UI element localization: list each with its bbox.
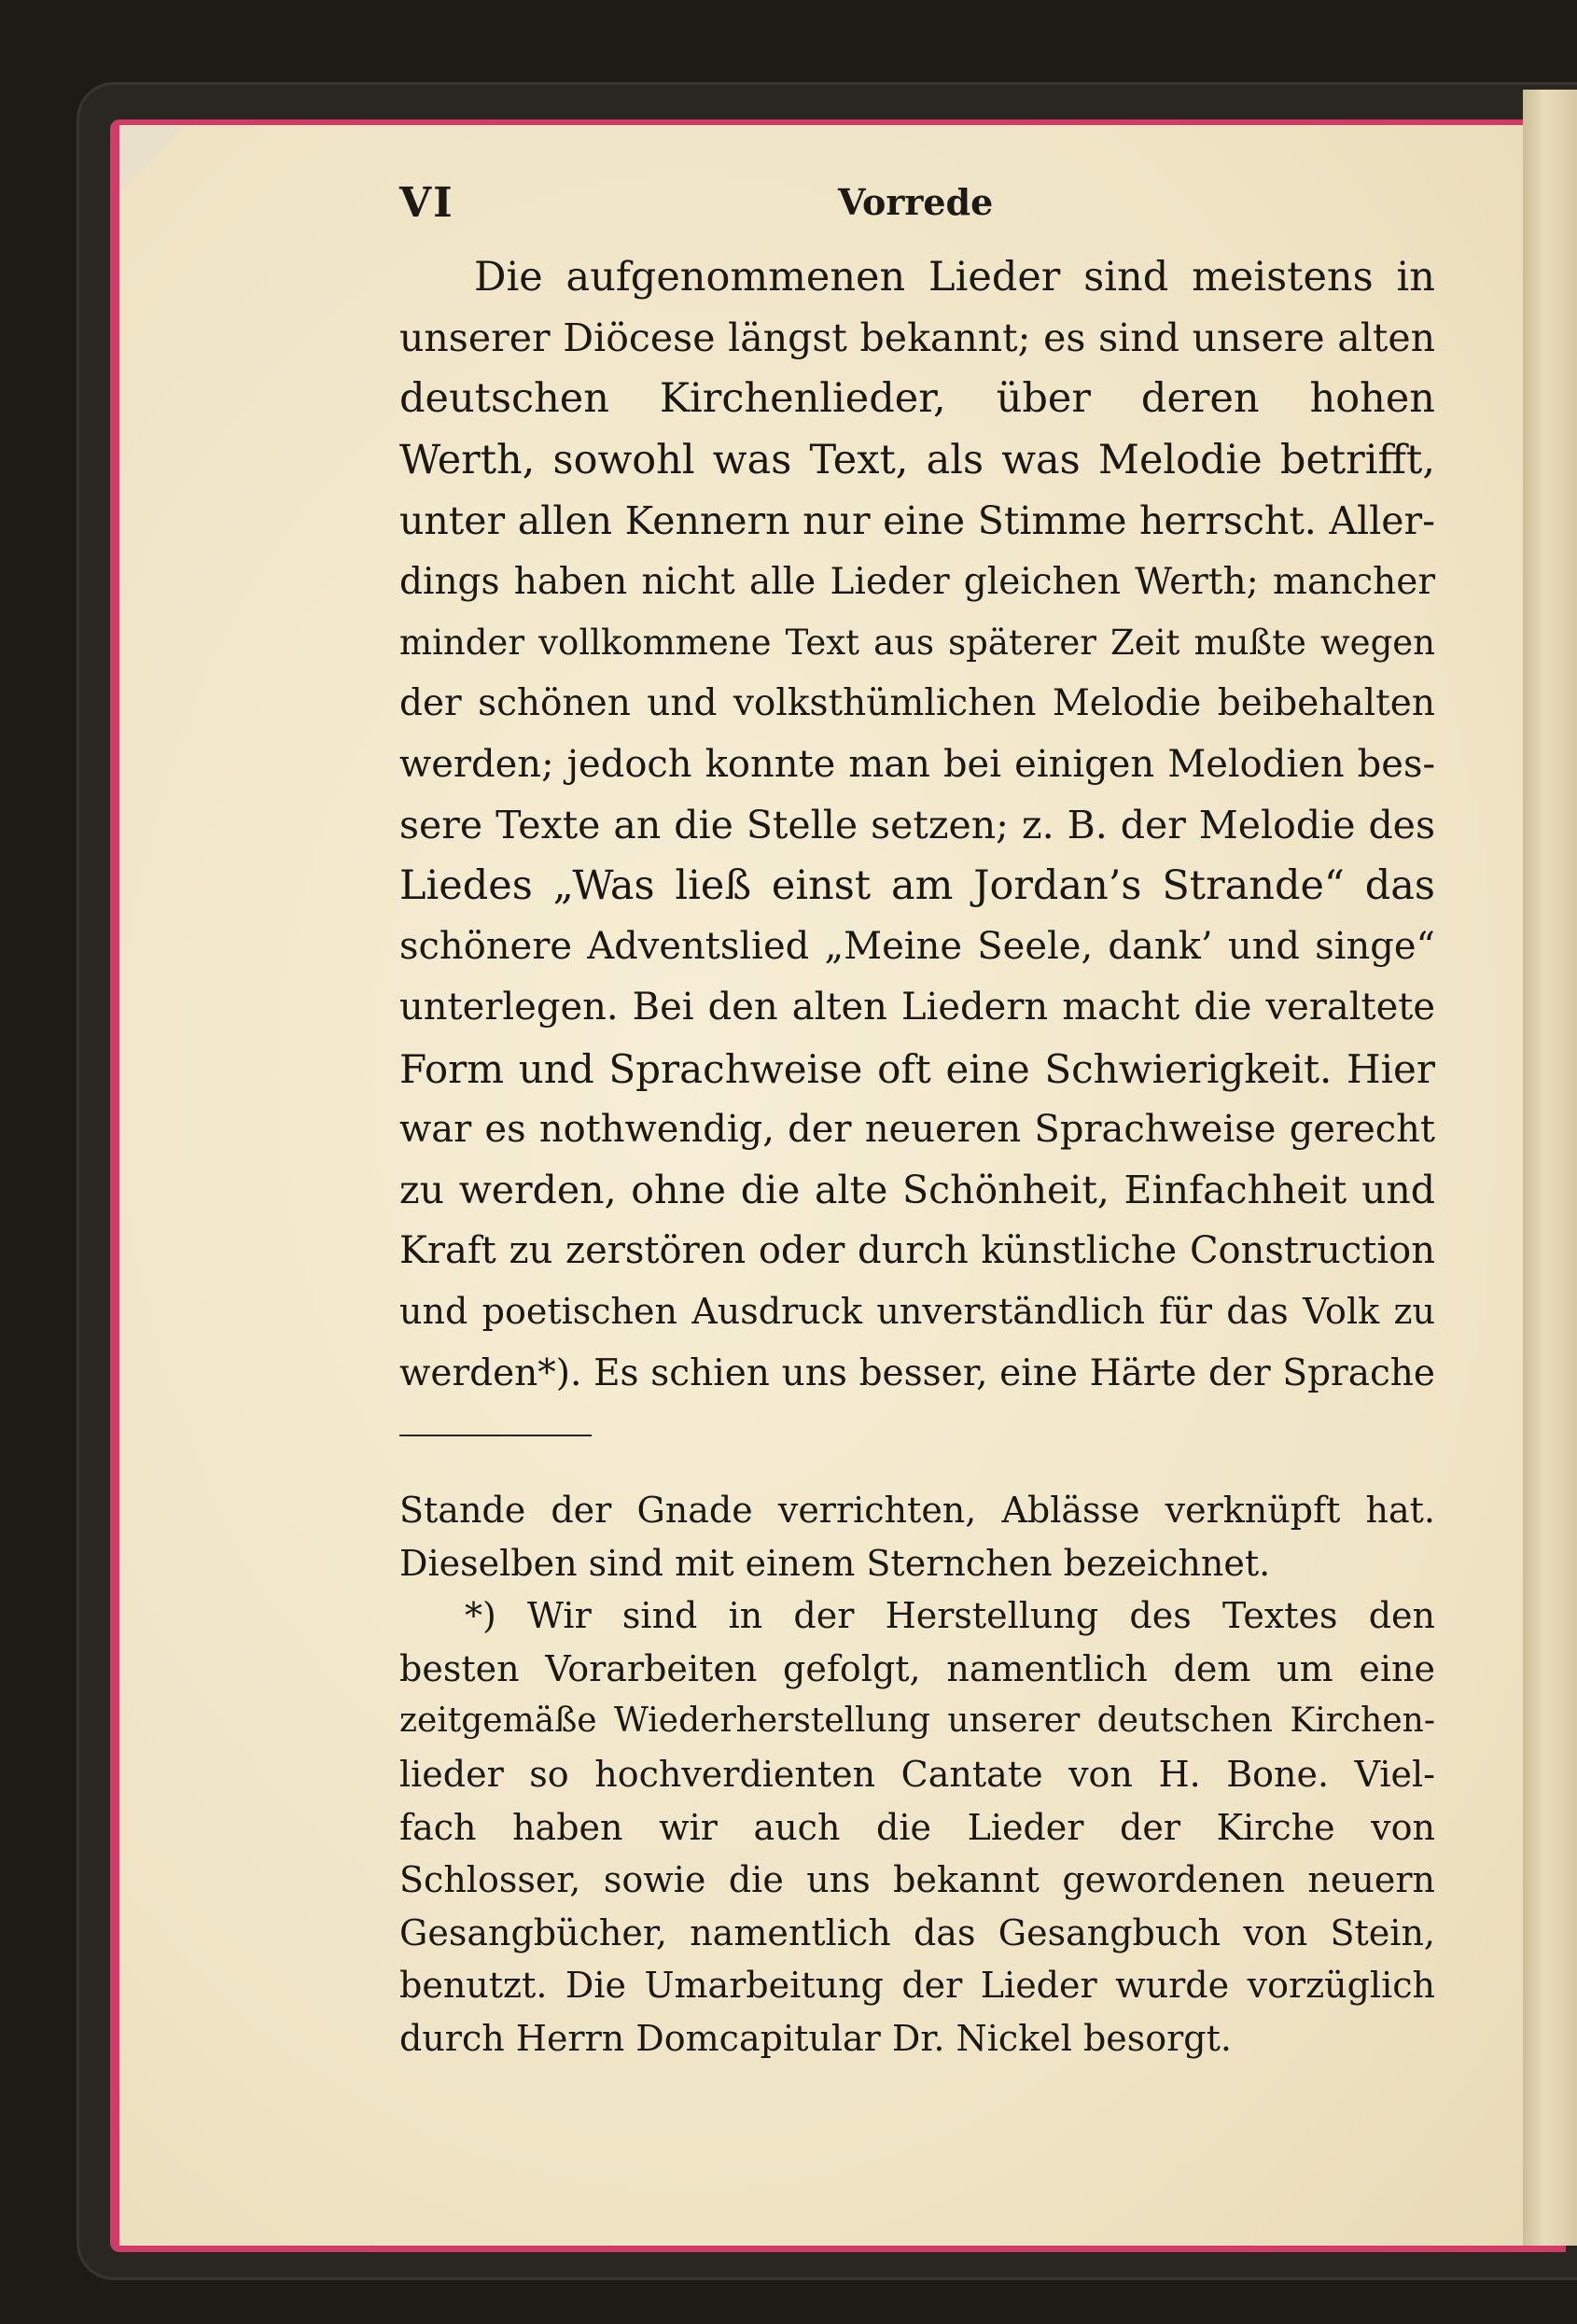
body-line: schönere Adventslied „Meine Seele, dank’ und singe“ bbox=[399, 925, 1435, 969]
running-title: Vorrede bbox=[838, 181, 994, 223]
body-line: Werth, sowohl was Text, als was Melodie betrifft, bbox=[399, 436, 1435, 483]
body-line: werden*). Es schien uns besser, eine Härte der Sprache bbox=[399, 1351, 1435, 1394]
body-line: unter allen Kennern nur eine Stimme herrscht. Aller- bbox=[399, 497, 1435, 543]
page-number: VI bbox=[399, 179, 454, 227]
footnote-line: zeitgemäße Wiederherstellung unserer deutschen Kirchen- bbox=[399, 1701, 1435, 1741]
footnote-line: benutzt. Die Umarbeitung der Lieder wurde vorzüglich bbox=[399, 1965, 1435, 2007]
body-line: Form und Sprachweise oft eine Schwierigkeit. Hier bbox=[399, 1045, 1435, 1092]
body-line: minder vollkommene Text aus späterer Zeit mußte wegen bbox=[399, 623, 1435, 664]
body-text bbox=[399, 247, 1435, 1404]
body-line: Die aufgenommenen Lieder sind meistens in bbox=[474, 254, 1435, 301]
footnote-separator bbox=[399, 1435, 592, 1436]
facing-page-gutter bbox=[1523, 90, 1577, 2246]
footnotes bbox=[399, 1484, 1435, 2065]
body-line: unserer Diöcese längst bekannt; es sind unsere alten bbox=[399, 315, 1435, 361]
footnote-line: lieder so hochverdienten Cantate von H. Bone. Viel- bbox=[399, 1753, 1435, 1795]
footnote-line: fach haben wir auch die Lieder der Kirche von bbox=[399, 1806, 1435, 1848]
body-line: werden; jedoch konnte man bei einigen Melodien bes- bbox=[399, 742, 1435, 786]
body-line: dings haben nicht alle Lieder gleichen Werth; mancher bbox=[399, 561, 1435, 604]
body-line: der schönen und volksthümlichen Melodie beibehalten bbox=[399, 682, 1435, 725]
footnote-line: Stande der Gnade verrichten, Ablässe verknüpft hat. bbox=[399, 1490, 1435, 1531]
body-line: und poetischen Ausdruck unverständlich für das Volk zu bbox=[399, 1291, 1435, 1333]
footnote-line: *) Wir sind in der Herstellung des Textes den bbox=[465, 1595, 1435, 1637]
body-line: war es nothwendig, der neueren Sprachweise gerecht bbox=[399, 1107, 1435, 1151]
page-header bbox=[399, 179, 1426, 226]
body-line: sere Texte an die Stelle setzen; z. B. der Melodie des bbox=[399, 802, 1435, 847]
footnote-line: Dieselben sind mit einem Sternchen bezeichnet. bbox=[399, 1542, 1271, 1584]
body-line: zu werden, ohne die alte Schönheit, Einfachheit und bbox=[399, 1168, 1435, 1213]
body-line: deutschen Kirchenlieder, über deren hohen bbox=[399, 375, 1435, 423]
footnote-line: besten Vorarbeiten gefolgt, namentlich dem um eine bbox=[399, 1647, 1435, 1689]
footnote-line: durch Herrn Domcapitular Dr. Nickel besorgt. bbox=[399, 2017, 1232, 2059]
body-line: Liedes „Was ließ einst am Jordan’s Strande“ das bbox=[399, 862, 1435, 910]
body-line: Kraft zu zerstören oder durch künstliche Construction bbox=[399, 1229, 1435, 1273]
footnote-line: Schlosser, sowie die uns bekannt gewordenen neuern bbox=[399, 1859, 1435, 1901]
corner-fold bbox=[119, 125, 185, 190]
body-line: unterlegen. Bei den alten Liedern macht die veraltete bbox=[399, 986, 1435, 1029]
footnote-line: Gesangbücher, namentlich das Gesangbuch von Stein, bbox=[399, 1911, 1435, 1953]
